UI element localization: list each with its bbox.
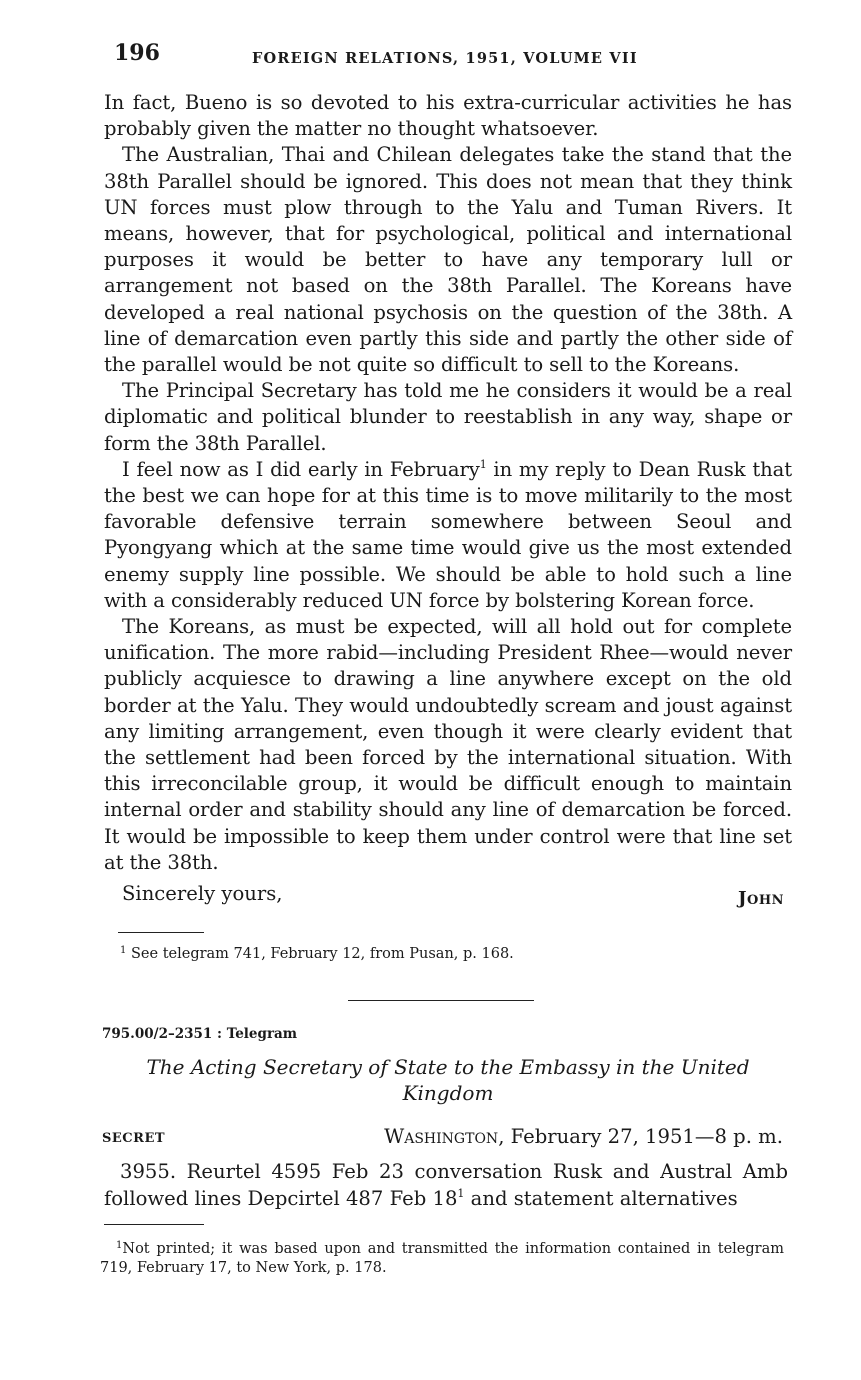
telegram-body (104, 1158, 788, 1212)
footnote-marker: 1 (120, 945, 127, 956)
dateline-date: , February 27, 1951—8 p. m. (498, 1125, 783, 1148)
document-title (104, 1054, 792, 1106)
dateline (384, 1125, 783, 1148)
footnote-text: See telegram 741, February 12, from Pusan, p. 168. (130, 946, 514, 962)
signature: John (737, 888, 784, 909)
paragraph-text: I feel now as I did early in February (122, 457, 480, 481)
paragraph-text: and statement alternatives (464, 1187, 738, 1210)
footnote (120, 945, 792, 964)
footnote (100, 1240, 784, 1278)
running-head: FOREIGN RELATIONS, 1951, VOLUME VII (252, 50, 638, 67)
title-line: The Acting Secretary of State to the Embassy in the United (146, 1055, 750, 1079)
classification-marking: SECRET (102, 1131, 166, 1146)
title-line: Kingdom (402, 1081, 494, 1105)
footnote-text: Not printed; it was based upon and transmitted the information contained in telegram 719, February 17, to New York, p. 178. (100, 1241, 784, 1276)
paragraph-text: in my reply to Dean Rusk that the best we can hope for at this time is to move militarily to the most favorable defensive terrain somewhere between Seoul and Pyongyang which at the same time would give us the most extended enemy supply line possible. We should be able to hold such a line with a considerably reduced UN force by bolstering Korean force. (104, 457, 792, 612)
section-divider (348, 1000, 534, 1001)
letter-closing (104, 882, 792, 912)
page-header (114, 40, 786, 76)
file-number: 795.00/2–2351 : Telegram (102, 1026, 298, 1042)
complimentary-close: Sincerely yours, (122, 882, 283, 905)
telegram-paragraph (104, 1158, 788, 1212)
footnote-rule (118, 932, 204, 933)
letter-paragraph: The Australian, Thai and Chilean delegates take the stand that the 38th Parallel should be ignored. This does not mean that they think UN forces must plow through to the Yalu and Tuman Rivers. It means, however, that for psychological, political and international purposes it would be better to have any temporary lull or arrangement not based on the 38th Parallel. The Koreans have developed a real national psychosis on the question of the 38th. A line of demarcation even partly this side and partly the other side of the parallel would be not quite so difficult to sell to the Koreans. (104, 143, 792, 377)
dateline-place: Washington (384, 1125, 499, 1148)
page-number: 196 (114, 40, 160, 66)
letter-paragraph: The Principal Secretary has told me he considers it would be a real diplomatic and political blunder to reestablish in any way, shape or form the 38th Parallel. (104, 379, 792, 455)
letter-paragraph: The Koreans, as must be expected, will all hold out for complete unification. The more rabid—including President Rhee—would never publicly acquiesce to drawing a line anywhere except on the old border at the Yalu. They would undoubtedly scream and joust against any limiting arrangement, even though it were clearly evident that the settlement had been forced by the international situation. With this irreconcilable group, it would be difficult enough to maintain internal order and stability should any line of demarcation be forced. It would be impossible to keep them under control were that line set at the 38th. (104, 615, 792, 874)
letter-paragraph: In fact, Bueno is so devoted to his extra-curricular activities he has probably given the matter no thought whatsoever. (104, 91, 792, 141)
paragraph-text: 3955. Reurtel 4595 Feb 23 conversation Rusk and Austral Amb followed lines Depcirtel 487 Feb 18 (104, 1160, 788, 1210)
letter-body (104, 90, 792, 876)
letter-paragraph (104, 457, 792, 614)
footnote-reference: 1 (457, 1187, 465, 1200)
footnote-marker: 1 (116, 1240, 123, 1251)
footnote-reference: 1 (479, 457, 487, 471)
footnote-rule (104, 1224, 204, 1225)
